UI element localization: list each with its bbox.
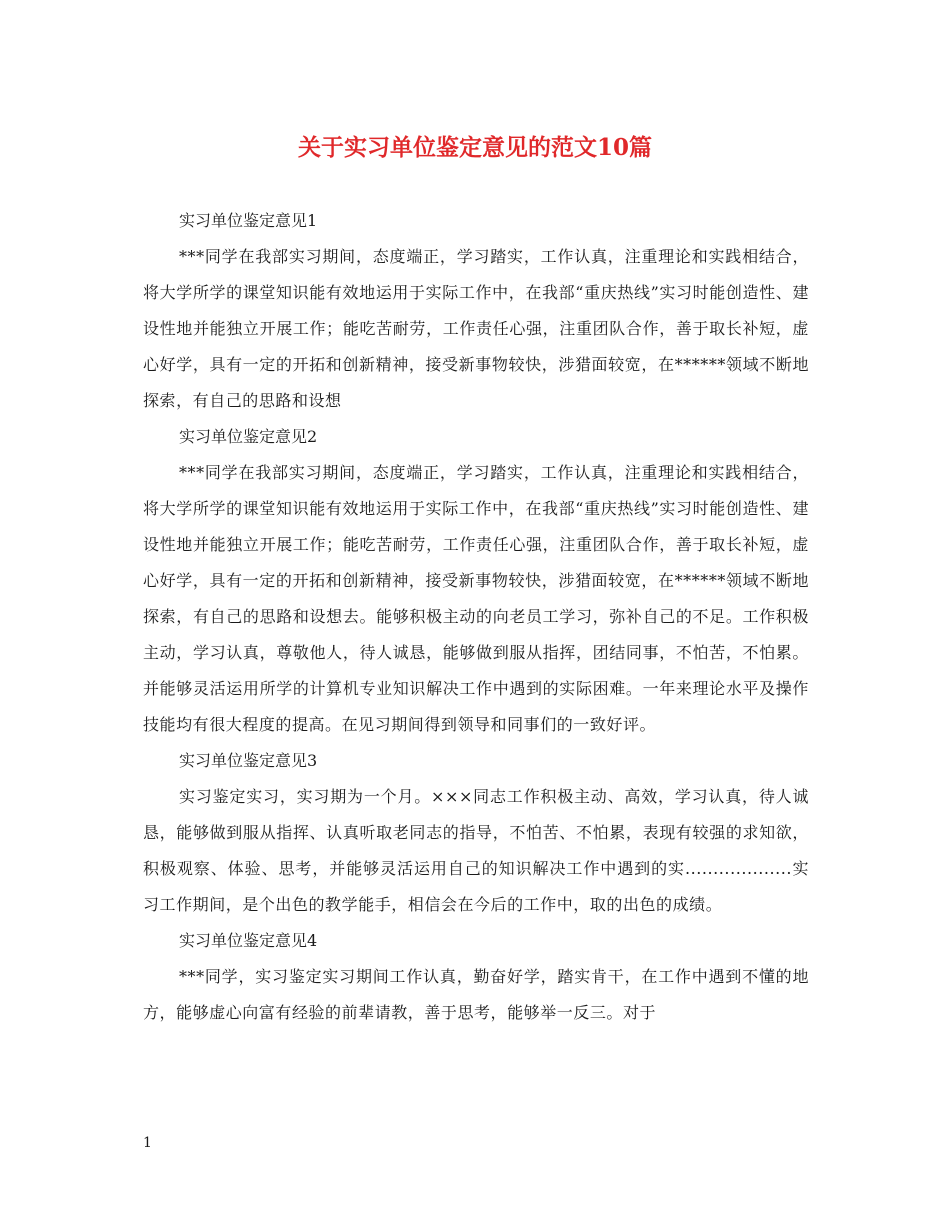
document-body: [143, 203, 809, 1031]
section-heading: 实习单位鉴定意见3: [179, 751, 318, 770]
section-heading: 实习单位鉴定意见2: [179, 427, 318, 446]
section-paragraph: ***同学在我部实习期间，态度端正，学习踏实，工作认真，注重理论和实践相结合，将大学所学的课堂知识能有效地运用于实际工作中，在我部“重庆热线”实习时能创造性、建设性地并能独立开展工作；能吃苦耐劳，工作责任心强，注重团队合作，善于取长补短，虚心好学，具有一定的开拓和创新精神，接受新事物较快，涉猎面较宽，在******领域不断地探索，有自己的思路和设想: [143, 247, 809, 410]
section-paragraph: ***同学，实习鉴定实习期间工作认真，勤奋好学，踏实肯干，在工作中遇到不懂的地方，能够虚心向富有经验的前辈请教，善于思考，能够举一反三。对于: [143, 967, 809, 1022]
section-paragraph: ***同学在我部实习期间，态度端正，学习踏实，工作认真，注重理论和实践相结合，将大学所学的课堂知识能有效地运用于实际工作中，在我部“重庆热线”实习时能创造性、建设性地并能独立开展工作；能吃苦耐劳，工作责任心强，注重团队合作，善于取长补短，虚心好学，具有一定的开拓和创新精神，接受新事物较快，涉猎面较宽，在******领域不断地探索，有自己的思路和设想去。能够积极主动的向老员工学习，弥补自己的不足。工作积极主动，学习认真，尊敬他人，待人诚恳，能够做到服从指挥，团结同事，不怕苦，不怕累。并能够灵活运用所学的计算机专业知识解决工作中遇到的实际困难。一年来理论水平及操作技能均有很大程度的提高。在见习期间得到领导和同事们的一致好评。: [143, 463, 809, 734]
section-heading: 实习单位鉴定意见4: [179, 931, 318, 950]
document-title: 关于实习单位鉴定意见的范文10篇: [297, 134, 652, 161]
section-paragraph: 实习鉴定实习，实习期为一个月。×××同志工作积极主动、高效，学习认真，待人诚恳，能够做到服从指挥、认真听取老同志的指导，不怕苦、不怕累，表现有较强的求知欲，积极观察、体验、思考，并能够灵活运用自己的知识解决工作中遇到的实...................实习工作期间，是个出色的教学能手，相信会在今后的工作中，取的出色的成绩。: [143, 787, 809, 914]
page-number: 1: [143, 1135, 152, 1151]
section-heading: 实习单位鉴定意见1: [179, 211, 318, 230]
